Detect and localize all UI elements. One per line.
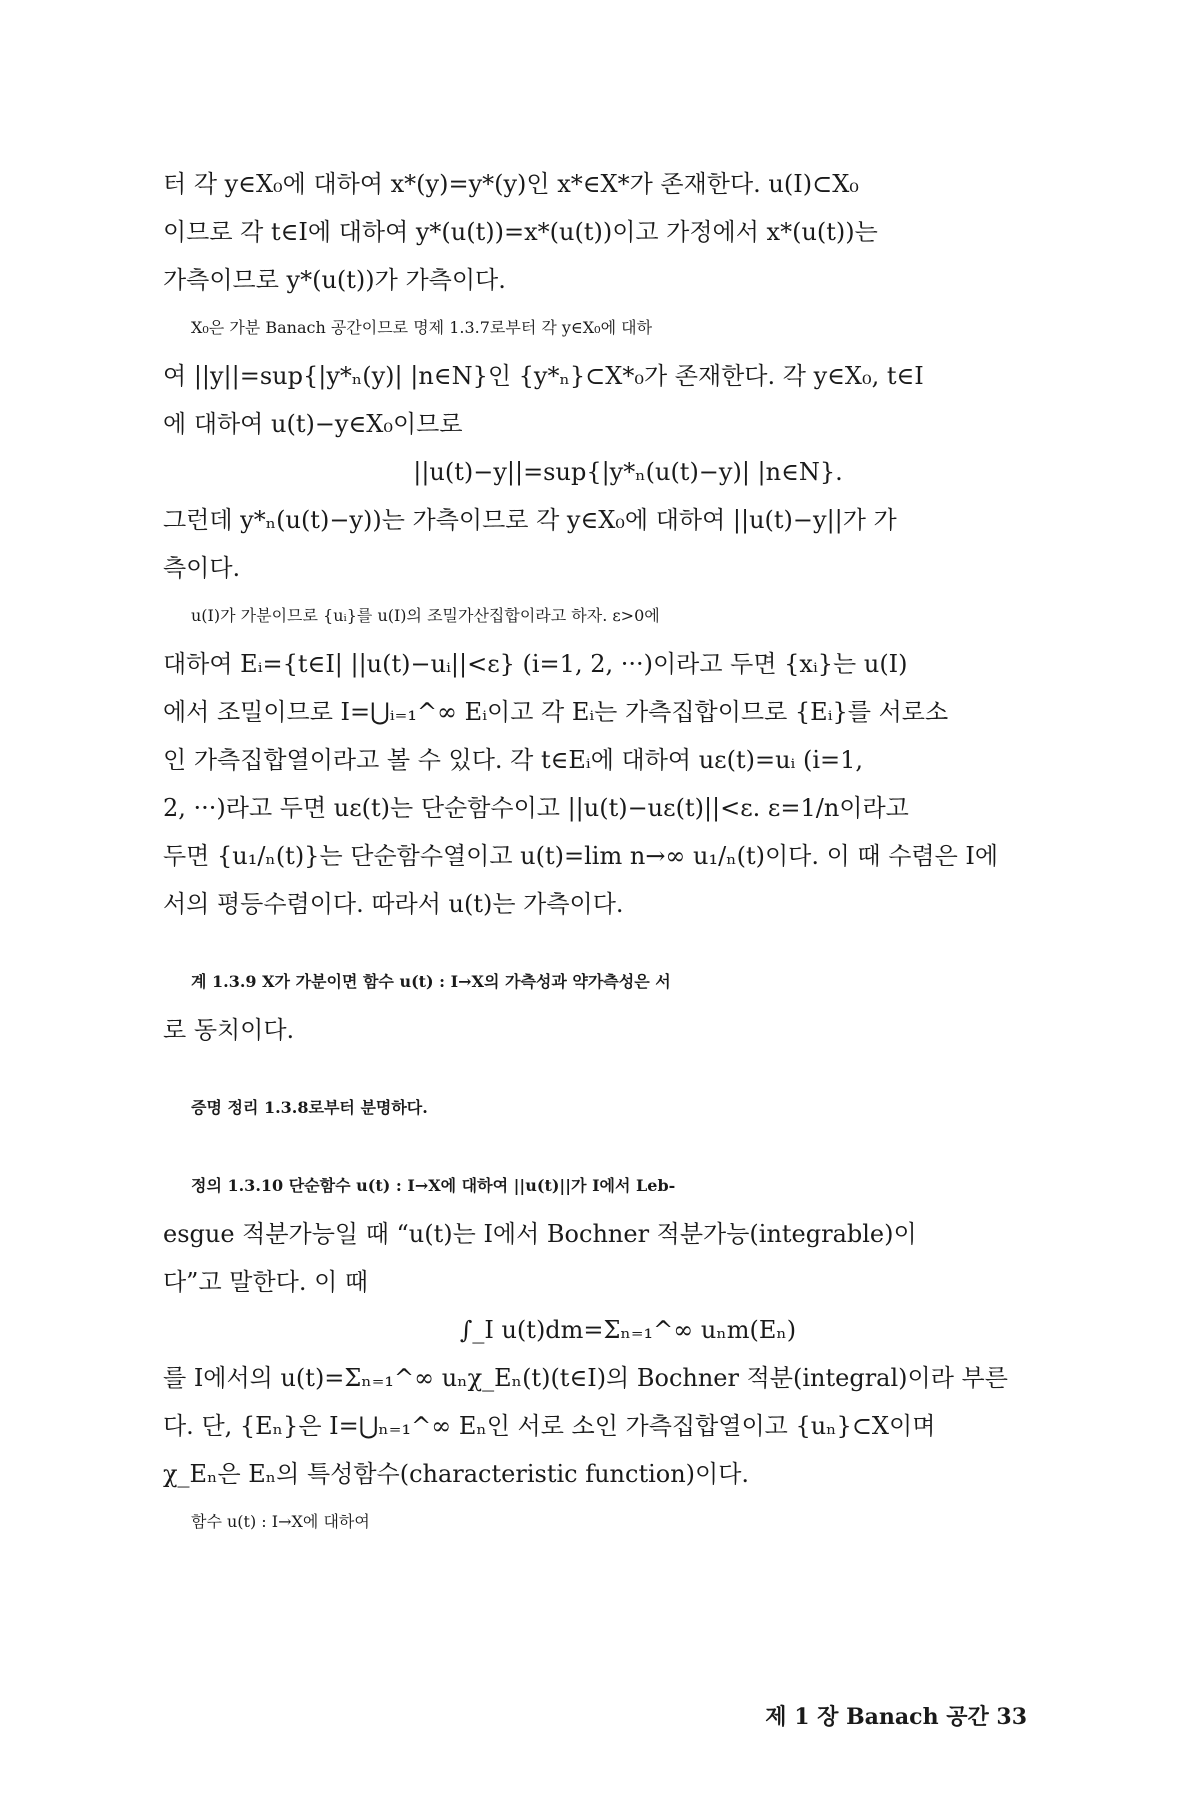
paragraph-gap — [163, 1132, 1033, 1162]
text-line: 인 가측집합열이라고 볼 수 있다. 각 t∈Eᵢ에 대하여 uε(t)=uᵢ (i=1, — [163, 746, 864, 774]
text-line: 에서 조밀이므로 I=⋃ᵢ₌₁^∞ Eᵢ이고 각 Eᵢ는 가측집합이므로 {Eᵢ}를 서로소 — [163, 698, 949, 726]
display-equation: ∫_I u(t)dm=Σₙ₌₁^∞ uₙm(Eₙ) — [459, 1316, 797, 1344]
text-line: 대하여 Eᵢ={t∈I| ||u(t)−uᵢ||<ε} (i=1, 2, ···)이라고 두면 {xᵢ}는 u(I) — [163, 650, 908, 678]
text-line: X₀은 가분 Banach 공간이므로 명제 1.3.7로부터 각 y∈X₀에 대하 — [191, 318, 653, 337]
text-line: u(I)가 가분이므로 {uᵢ}를 u(I)의 조밀가산집합이라고 하자. ε>0에 — [191, 606, 660, 625]
running-footer: 제 1 장 Banach 공간 33 — [765, 1704, 1027, 1730]
text-line: 2, ···)라고 두면 uε(t)는 단순함수이고 ||u(t)−uε(t)||<ε. ε=1/n이라고 — [163, 794, 909, 822]
text-line: 가측이므로 y*(u(t))가 가측이다. — [163, 266, 506, 294]
text-line: 에 대하여 u(t)−y∈X₀이므로 — [163, 410, 463, 438]
text-line: χ_Eₙ은 Eₙ의 특성함수(characteristic function)이다. — [163, 1460, 750, 1488]
text-line: 측이다. — [163, 554, 241, 582]
text-line: 정의 1.3.10 단순함수 u(t) : I→X에 대하여 ||u(t)||가 I에서 Leb- — [191, 1176, 676, 1195]
text-line: 함수 u(t) : I→X에 대하여 — [191, 1512, 370, 1531]
paragraph-gap — [163, 928, 1033, 958]
text-line: 서의 평등수렴이다. 따라서 u(t)는 가측이다. — [163, 890, 624, 918]
text-line: esgue 적분가능일 때 “u(t)는 I에서 Bochner 적분가능(integrable)이 — [163, 1220, 917, 1248]
text-line: 여 ||y||=sup{|y*ₙ(y)| |n∈N}인 {y*ₙ}⊂X*₀가 존재한다. 각 y∈X₀, t∈I — [163, 362, 924, 390]
text-line: 다”고 말한다. 이 때 — [163, 1268, 369, 1296]
text-line: 를 I에서의 u(t)=Σₙ₌₁^∞ uₙχ_Eₙ(t)(t∈I)의 Bochner 적분(integral)이라 부른 — [163, 1364, 1008, 1392]
text-line: 그런데 y*ₙ(u(t)−y))는 가측이므로 각 y∈X₀에 대하여 ||u(t)−y||가 가 — [163, 506, 897, 534]
text-line: 계 1.3.9 X가 가분이면 함수 u(t) : I→X의 가측성과 약가측성은 서 — [191, 972, 671, 991]
paragraph-gap — [163, 1054, 1033, 1084]
text-line: 증명 정리 1.3.8로부터 분명하다. — [191, 1098, 428, 1117]
text-line: 터 각 y∈X₀에 대하여 x*(y)=y*(y)인 x*∈X*가 존재한다. u(I)⊂X₀ — [163, 170, 859, 198]
text-line: 두면 {u₁/ₙ(t)}는 단순함수열이고 u(t)=lim n→∞ u₁/ₙ(t)이다. 이 때 수렴은 I에 — [163, 842, 999, 870]
text-line: 이므로 각 t∈I에 대하여 y*(u(t))=x*(u(t))이고 가정에서 x*(u(t))는 — [163, 218, 878, 246]
text-line: 다. 단, {Eₙ}은 I=⋃ₙ₌₁^∞ Eₙ인 서로 소인 가측집합열이고 {uₙ}⊂X이며 — [163, 1412, 936, 1440]
display-equation: ||u(t)−y||=sup{|y*ₙ(u(t)−y)| |n∈N}. — [413, 458, 843, 486]
text-body — [163, 160, 1033, 1546]
text-line: 로 동치이다. — [163, 1016, 295, 1044]
